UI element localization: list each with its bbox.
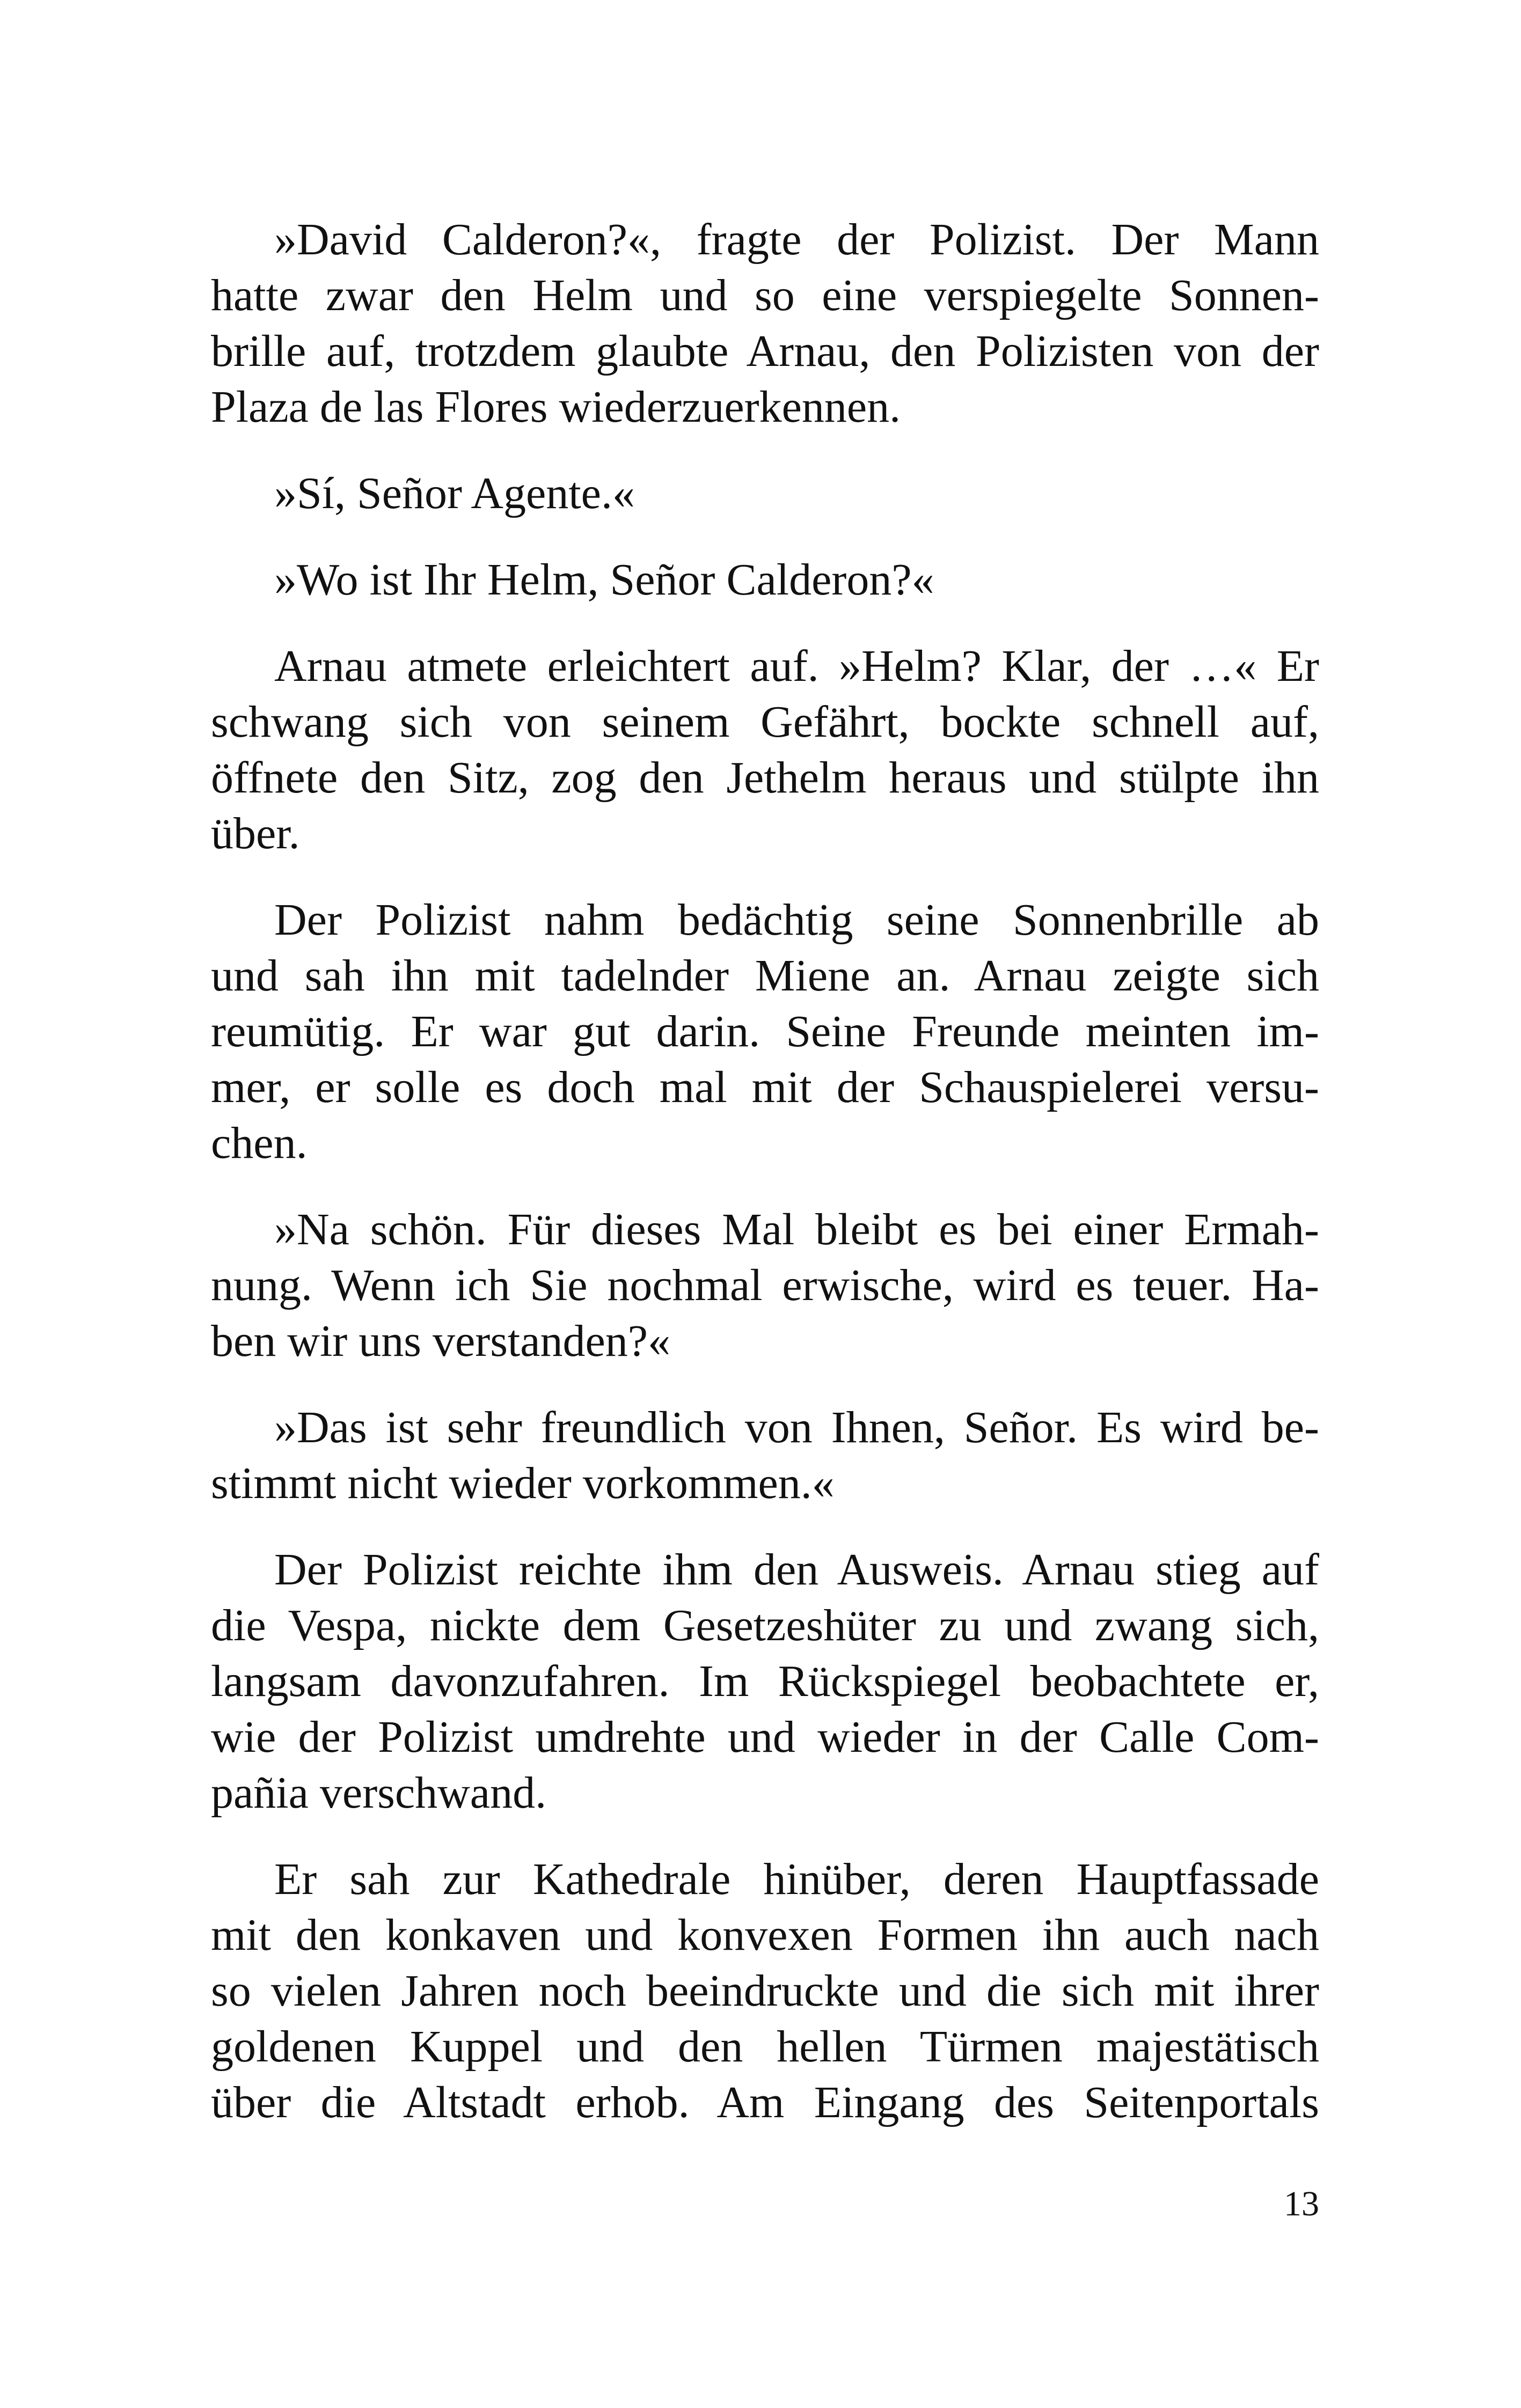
text-line: chen. <box>211 1118 308 1168</box>
text-line: »David Calderon?«, fragte der Polizist. Der Mann <box>274 215 1319 265</box>
text-line: ben wir uns verstanden?« <box>211 1316 671 1366</box>
paragraph-1 <box>211 212 1319 435</box>
paragraph-8 <box>211 1542 1319 1821</box>
text-line: mer, er solle es doch mal mit der Schauspielerei versu- <box>211 1062 1319 1112</box>
text-line: die Vespa, nickte dem Gesetzeshüter zu und zwang sich, <box>211 1601 1319 1650</box>
text-line: so vielen Jahren noch beeindruckte und die sich mit ihrer <box>211 1966 1319 2016</box>
text-line: brille auf, trotzdem glaubte Arnau, den Polizisten von der <box>211 326 1319 376</box>
paragraph-7 <box>211 1400 1319 1511</box>
text-line: hatte zwar den Helm und so eine verspiegelte Sonnen- <box>211 270 1319 320</box>
text-line: goldenen Kuppel und den hellen Türmen majestätisch <box>211 2022 1319 2072</box>
text-line: über. <box>211 809 300 858</box>
text-line: »Sí, Señor Agente.« <box>274 468 635 518</box>
paragraph-3 <box>211 552 1319 608</box>
text-line: Der Polizist reichte ihm den Ausweis. Arnau stieg auf <box>274 1545 1319 1595</box>
text-line: schwang sich von seinem Gefährt, bockte schnell auf, <box>211 697 1319 747</box>
text-line: öffnete den Sitz, zog den Jethelm heraus und stülpte ihn <box>211 753 1319 803</box>
text-line: Arnau atmete erleichtert auf. »Helm? Klar, der …« Er <box>274 641 1319 691</box>
text-line: Er sah zur Kathedrale hinüber, deren Hauptfassade <box>274 1854 1319 1904</box>
paragraph-5 <box>211 892 1319 1171</box>
text-line: pañia verschwand. <box>211 1768 547 1818</box>
text-line: nung. Wenn ich Sie nochmal erwische, wird es teuer. Ha- <box>211 1260 1319 1310</box>
text-line: und sah ihn mit tadelnder Miene an. Arnau zeigte sich <box>211 951 1319 1001</box>
paragraph-4 <box>211 638 1319 862</box>
text-line: Plaza de las Flores wiederzuerkennen. <box>211 382 901 432</box>
text-line: mit den konkaven und konvexen Formen ihn auch nach <box>211 1910 1319 1960</box>
text-line: »Na schön. Für dieses Mal bleibt es bei einer Ermah- <box>274 1205 1319 1254</box>
text-line: Der Polizist nahm bedächtig seine Sonnenbrille ab <box>274 895 1319 945</box>
paragraph-6 <box>211 1202 1319 1369</box>
text-line: wie der Polizist umdrehte und wieder in der Calle Com- <box>211 1712 1319 1762</box>
text-line: »Wo ist Ihr Helm, Señor Calderon?« <box>274 555 934 605</box>
text-line: über die Altstadt erhob. Am Eingang des Seitenportals <box>211 2077 1319 2127</box>
text-line: reumütig. Er war gut darin. Seine Freunde meinten im- <box>211 1007 1319 1056</box>
page-number: 13 <box>1284 2184 1319 2223</box>
text-line: »Das ist sehr freundlich von Ihnen, Señor. Es wird be- <box>274 1403 1319 1452</box>
paragraph-9 <box>211 1852 1319 2131</box>
book-page-text <box>211 212 1319 2161</box>
text-line: stimmt nicht wieder vorkommen.« <box>211 1458 835 1508</box>
text-line: langsam davonzufahren. Im Rückspiegel beobachtete er, <box>211 1656 1319 1706</box>
paragraph-2 <box>211 466 1319 522</box>
